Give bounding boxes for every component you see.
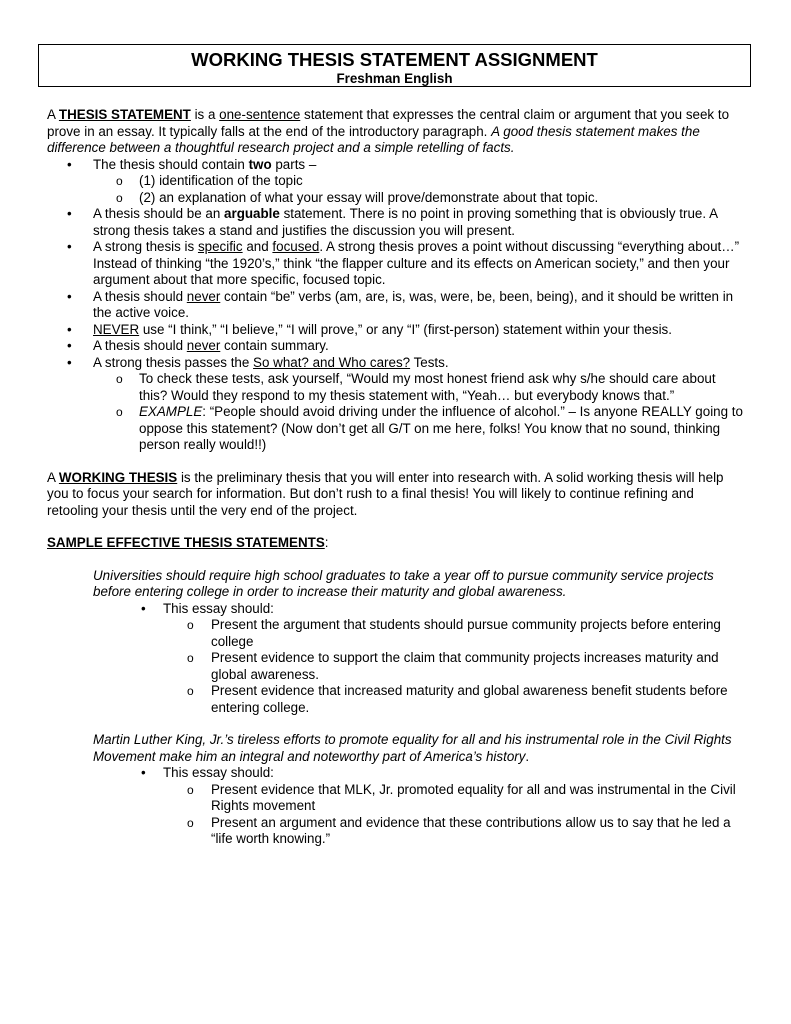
text-run: The thesis should contain xyxy=(93,156,249,172)
sample-2 xyxy=(47,732,747,848)
sub-list-item: o (2) an explanation of what your essay will prove/demonstrate about that topic. xyxy=(93,190,747,207)
text-run: : xyxy=(324,535,329,550)
sub-list xyxy=(187,782,747,848)
text-run: and xyxy=(242,239,273,254)
sample-thesis: Universities should require high school graduates to take a year off to pursue community service projects before entering college in order to increase their maturity and global awareness. xyxy=(93,567,714,599)
text-run: A strong thesis is xyxy=(93,239,198,254)
list-item xyxy=(47,322,747,339)
text-run: contain “be” verbs (am, are, is, was, were, be, been, being), and it should be written in the active voice. xyxy=(93,288,734,320)
text-run: contain summary. xyxy=(220,338,329,353)
heading-text: SAMPLE EFFECTIVE THESIS STATEMENTS xyxy=(47,535,325,550)
page-subtitle: Freshman English xyxy=(336,71,453,86)
list-item xyxy=(47,157,747,207)
underlined-text: never xyxy=(186,288,221,304)
text-run: A strong thesis passes the xyxy=(93,354,254,370)
list-item xyxy=(93,765,747,848)
text-run: A thesis should be an xyxy=(93,206,225,221)
text-run: This essay should: xyxy=(163,765,274,780)
spacer xyxy=(47,552,747,568)
text-run: A thesis should xyxy=(93,288,187,304)
thesis-rules-list xyxy=(47,157,747,454)
text-run: A thesis should xyxy=(93,338,187,353)
text-run: . xyxy=(525,748,530,764)
sub-list-item: o To check these tests, ask yourself, “Would my most honest friend ask why s/he should care about this? Would they respond to my thesis statement with, “Yeah… but everybody knows that.” xyxy=(93,371,747,404)
text-run: parts – xyxy=(271,156,317,172)
spacer xyxy=(47,519,747,535)
text-run: statement that expresses the central claim or argument that you seek to prove in an essay. It typically falls at the end of the introductory paragraph. xyxy=(47,107,730,139)
title-box xyxy=(38,44,751,87)
text-run: statement. There is no point in proving something that is obviously true. A strong thesis takes a stand and justifies the discussion you will present. xyxy=(93,206,718,238)
sub-list-item: o Present an argument and evidence that these contributions allow us to say that he led a “life worth knowing.” xyxy=(187,815,747,848)
bold-text: two xyxy=(248,156,272,172)
spacer xyxy=(47,454,747,470)
sub-list xyxy=(93,173,747,206)
working-thesis-paragraph xyxy=(47,470,747,520)
page-title: WORKING THESIS STATEMENT ASSIGNMENT xyxy=(191,49,598,70)
text-run: : “People should avoid driving under the influence of alcohol.” – Is anyone REALLY going to oppose this statement? (Now don’t get all G/T on me here, folks! You know that no sound, thinking person really would!!) xyxy=(139,404,743,452)
sample-thesis xyxy=(93,732,747,765)
text-run: A xyxy=(47,469,59,485)
list-item xyxy=(47,338,747,355)
list-item xyxy=(93,601,747,717)
text-run: use “I think,” “I believe,” “I will prove,” or any “I” (first-person) statement within your thesis. xyxy=(139,321,672,337)
sub-list xyxy=(93,371,747,454)
text-run: A xyxy=(47,107,59,122)
text-run: is a xyxy=(190,107,220,122)
list-item xyxy=(47,206,747,239)
intro-paragraph xyxy=(47,107,747,157)
sub-list-item xyxy=(93,404,747,454)
working-thesis-term: WORKING THESIS xyxy=(58,469,178,485)
italic-text: EXAMPLE xyxy=(139,404,203,419)
list-item xyxy=(47,289,747,322)
text-run: This essay should: xyxy=(163,600,274,616)
bold-text: arguable xyxy=(224,206,280,221)
samples-heading xyxy=(47,535,747,552)
text-run: is the preliminary thesis that you will enter into research with. A solid working thesis will help you to focus your search for information. But don’t rush to a final thesis! You will likely to continue refining and retooling your thesis until the very end of the project. xyxy=(47,469,724,518)
sample-list xyxy=(93,765,747,848)
sample-list xyxy=(93,601,747,717)
underlined-text: never xyxy=(186,338,221,353)
underlined-text: So what? and Who cares? xyxy=(253,354,411,370)
underlined-text: NEVER xyxy=(93,321,140,337)
sub-list-item: o Present the argument that students should pursue community projects before entering college xyxy=(187,617,747,650)
sub-list-item: o Present evidence to support the claim that community projects increases maturity and global awareness. xyxy=(187,650,747,683)
italic-text: Martin Luther King, Jr.’s tireless efforts to promote equality for all and his instrumental role in the Civil Rights Movement make him an integral and noteworthy part of America’s history xyxy=(93,732,732,764)
sub-list xyxy=(187,617,747,716)
sub-list-item: o (1) identification of the topic xyxy=(93,173,747,190)
one-sentence-term: one-sentence xyxy=(219,107,301,122)
underlined-text: focused xyxy=(272,239,320,254)
document-body xyxy=(47,107,747,848)
intro-italic-sentence: A good thesis statement makes the difference between a thoughtful research project and a simple retelling of facts. xyxy=(47,123,700,155)
text-run: Tests. xyxy=(410,354,449,370)
sub-list-item: o Present evidence that increased maturity and global awareness benefit students before entering college. xyxy=(187,683,747,716)
spacer xyxy=(47,716,747,732)
list-item xyxy=(47,355,747,454)
text-run: . A strong thesis proves a point without discussing “everything about…” Instead of thinking “the 1920’s,” think “the flapper culture and its effects on American society,” and then your argument about that more specific, focused topic. xyxy=(93,239,740,287)
sub-list-item: o Present evidence that MLK, Jr. promoted equality for all and was instrumental in the Civil Rights movement xyxy=(187,782,747,815)
thesis-statement-term: THESIS STATEMENT xyxy=(58,107,191,122)
list-item xyxy=(47,239,747,289)
sample-1 xyxy=(47,568,747,717)
underlined-text: specific xyxy=(197,239,243,254)
